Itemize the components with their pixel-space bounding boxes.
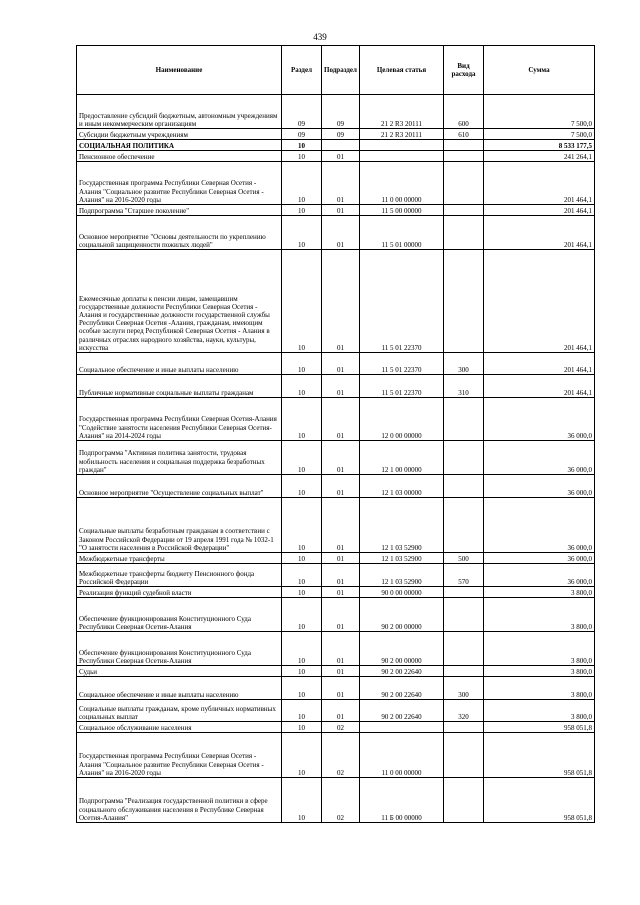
cell-name: Судьи [77,666,282,677]
cell-name: Государственная программа Республики Северная Осетия - Алания "Социальное развитие Республики Северная Осетия - Алания" на 2016-2020 годы [77,162,282,205]
cell-name: Подпрограмма "Реализация государственной политики в сфере социального обслуживания населения в Республике Северная Осетия-Алания" [77,778,282,823]
cell-amount: 3 800,0 [484,587,595,598]
cell-name: Обеспечение функционирования Конституционного Суда Республики Северная Осетия-Алания [77,632,282,666]
cell-section: 09 [282,129,322,140]
table-body [77,95,595,823]
cell-section: 10 [282,677,322,700]
cell-name: Подпрограмма "Старшее поколение" [77,205,282,216]
cell-section: 10 [282,564,322,587]
cell-type [444,151,484,162]
cell-target: 11 5 01 22370 [360,353,444,375]
cell-name: Государственная программа Республики Северная Осетия - Алания "Социальное развитие Республики Северная Осетия - Алания" на 2016-2020 годы [77,733,282,778]
cell-target: 11 5 01 22370 [360,375,444,398]
cell-name: СОЦИАЛЬНАЯ ПОЛИТИКА [77,140,282,151]
cell-type: 300 [444,677,484,700]
cell-target: 12 1 03 52900 [360,564,444,587]
table-row [77,733,595,778]
table-row [77,95,595,129]
table-row [77,441,595,475]
cell-target: 21 2 R3 20111 [360,95,444,129]
cell-type [444,475,484,498]
cell-name: Государственная программа Республики Северная Осетия-Алания "Содействие занятости населения Республики Северная Осетия-Алания" на 2014-2024 годы [77,398,282,441]
table-row [77,398,595,441]
cell-subsection: 02 [322,722,360,733]
cell-target: 12 1 03 00000 [360,475,444,498]
cell-subsection: 01 [322,441,360,475]
cell-subsection: 01 [322,205,360,216]
page-number: 439 [313,32,327,42]
cell-section: 10 [282,250,322,353]
table-row [77,475,595,498]
table-row [77,677,595,700]
cell-name: Пенсионное обеспечение [77,151,282,162]
cell-target: 11 5 01 22370 [360,250,444,353]
cell-section: 10 [282,151,322,162]
cell-type [444,162,484,205]
table-row [77,129,595,140]
cell-subsection: 09 [322,129,360,140]
table-row [77,250,595,353]
cell-subsection: 01 [322,162,360,205]
cell-section: 10 [282,441,322,475]
cell-amount: 3 800,0 [484,598,595,632]
cell-name: Социальные выплаты безработным гражданам в соответствии с Законом Российской Федерации от 19 апреля 1991 года № 1032-1 "О занятости населения в Российской Федерации" [77,498,282,553]
table-row [77,587,595,598]
cell-name: Основное мероприятие "Осуществление социальных выплат" [77,475,282,498]
cell-type: 300 [444,353,484,375]
cell-section: 10 [282,553,322,564]
table-row [77,375,595,398]
header-subsection: Подраздел [322,46,360,95]
table-row [77,632,595,666]
header-section: Раздел [282,46,322,95]
cell-subsection: 01 [322,632,360,666]
cell-type [444,733,484,778]
cell-section: 10 [282,162,322,205]
cell-type [444,722,484,733]
table-row [77,564,595,587]
cell-type [444,250,484,353]
cell-type [444,666,484,677]
cell-section: 10 [282,666,322,677]
cell-name: Реализация функций судебной власти [77,587,282,598]
cell-target [360,151,444,162]
table-row [77,151,595,162]
table-row [77,205,595,216]
cell-subsection: 01 [322,151,360,162]
cell-target: 12 0 00 00000 [360,398,444,441]
header-name: Наименование [77,46,282,95]
cell-amount: 201 464,1 [484,205,595,216]
cell-section: 10 [282,398,322,441]
cell-name: Предоставление субсидий бюджетным, автономным учреждениям и иным некоммерческим организациям [77,95,282,129]
cell-subsection: 01 [322,216,360,250]
cell-section: 10 [282,598,322,632]
cell-section: 10 [282,475,322,498]
cell-amount: 201 464,1 [484,250,595,353]
cell-subsection: 01 [322,564,360,587]
cell-amount: 201 464,1 [484,162,595,205]
cell-amount: 241 264,1 [484,151,595,162]
cell-target: 21 2 R3 20111 [360,129,444,140]
cell-amount: 3 800,0 [484,700,595,722]
cell-amount: 7 500,0 [484,95,595,129]
cell-type [444,140,484,151]
cell-amount: 36 000,0 [484,564,595,587]
cell-type [444,441,484,475]
cell-subsection: 01 [322,666,360,677]
table-row [77,778,595,823]
cell-section: 09 [282,95,322,129]
cell-type [444,205,484,216]
cell-target: 90 2 00 22640 [360,677,444,700]
cell-name: Обеспечение функционирования Конституционного Суда Республики Северная Осетия-Алания [77,598,282,632]
cell-amount: 3 800,0 [484,677,595,700]
cell-target: 90 2 00 22640 [360,666,444,677]
cell-section: 10 [282,216,322,250]
cell-type: 600 [444,95,484,129]
cell-section: 10 [282,205,322,216]
cell-type: 310 [444,375,484,398]
cell-section: 10 [282,722,322,733]
cell-section: 10 [282,140,322,151]
cell-type [444,398,484,441]
cell-type: 570 [444,564,484,587]
cell-section: 10 [282,353,322,375]
cell-target: 90 2 00 22640 [360,700,444,722]
cell-section: 10 [282,733,322,778]
cell-target: 11 0 00 00000 [360,162,444,205]
cell-amount: 958 051,8 [484,722,595,733]
cell-name: Социальное обслуживание населения [77,722,282,733]
cell-name: Субсидии бюджетным учреждениям [77,129,282,140]
cell-subsection: 01 [322,598,360,632]
table-header-row [77,46,595,95]
table-row [77,666,595,677]
cell-name: Социальное обеспечение и иные выплаты населению [77,677,282,700]
header-target: Целевая статья [360,46,444,95]
cell-section: 10 [282,700,322,722]
cell-target: 90 2 00 00000 [360,598,444,632]
cell-type: 500 [444,553,484,564]
cell-target: 90 2 00 00000 [360,632,444,666]
cell-type [444,632,484,666]
cell-amount: 8 533 177,5 [484,140,595,151]
cell-type [444,598,484,632]
cell-amount: 36 000,0 [484,475,595,498]
cell-name: Публичные нормативные социальные выплаты гражданам [77,375,282,398]
cell-name: Межбюджетные трансферты [77,553,282,564]
cell-subsection: 01 [322,250,360,353]
cell-name: Социальное обеспечение и иные выплаты населению [77,353,282,375]
cell-section: 10 [282,778,322,823]
cell-type [444,498,484,553]
cell-subsection: 01 [322,553,360,564]
table-row [77,353,595,375]
header-type: Вид расхода [444,46,484,95]
cell-subsection: 01 [322,587,360,598]
table-row [77,140,595,151]
table-row [77,598,595,632]
cell-subsection: 01 [322,375,360,398]
cell-target: 11 0 00 00000 [360,733,444,778]
table-row [77,498,595,553]
cell-subsection: 02 [322,778,360,823]
cell-section: 10 [282,632,322,666]
budget-table [76,45,595,823]
cell-subsection: 01 [322,475,360,498]
cell-section: 10 [282,498,322,553]
table-row [77,162,595,205]
cell-amount: 3 800,0 [484,632,595,666]
table-row [77,553,595,564]
cell-subsection: 01 [322,498,360,553]
cell-type: 320 [444,700,484,722]
cell-type [444,216,484,250]
cell-target: 11 5 00 00000 [360,205,444,216]
cell-target: 12 1 03 52900 [360,553,444,564]
cell-type [444,587,484,598]
cell-amount: 958 051,8 [484,733,595,778]
cell-target [360,722,444,733]
table-row [77,722,595,733]
table-row [77,216,595,250]
cell-type [444,778,484,823]
cell-target: 12 1 00 00000 [360,441,444,475]
cell-name: Межбюджетные трансферты бюджету Пенсионного фонда Российской Федерации [77,564,282,587]
table-row [77,700,595,722]
cell-name: Основное мероприятие "Основы деятельности по укреплению социальной защищенности пожилых людей" [77,216,282,250]
cell-amount: 3 800,0 [484,666,595,677]
cell-target: 11 5 01 00000 [360,216,444,250]
cell-amount: 958 051,8 [484,778,595,823]
cell-subsection: 01 [322,353,360,375]
cell-amount: 36 000,0 [484,398,595,441]
cell-section: 10 [282,587,322,598]
cell-amount: 36 000,0 [484,553,595,564]
cell-type: 610 [444,129,484,140]
cell-section: 10 [282,375,322,398]
cell-subsection: 09 [322,95,360,129]
cell-target: 12 1 03 52900 [360,498,444,553]
cell-name: Ежемесячные доплаты к пенсии лицам, замещавшим государственные должности Республики Северная Осетия - Алания и государственные должности государственной службы Республики Северная Осетия -Алания, гражданам, имеющим особые заслуги перед Республикой Северная Осетия - Алания в различных отраслях народного хозяйства, науки, культуры, искусства [77,250,282,353]
cell-target: 11 Б 00 00000 [360,778,444,823]
cell-amount: 201 464,1 [484,353,595,375]
cell-subsection: 01 [322,700,360,722]
cell-subsection [322,140,360,151]
cell-amount: 201 464,1 [484,216,595,250]
cell-name: Подпрограмма "Активная политика занятости, трудовая мобильность населения и социальная поддержка безработных граждан" [77,441,282,475]
cell-target [360,140,444,151]
cell-name: Социальные выплаты гражданам, кроме публичных нормативных социальных выплат [77,700,282,722]
cell-subsection: 01 [322,677,360,700]
cell-subsection: 02 [322,733,360,778]
header-amount: Сумма [484,46,595,95]
cell-amount: 36 000,0 [484,498,595,553]
cell-subsection: 01 [322,398,360,441]
cell-amount: 7 500,0 [484,129,595,140]
cell-amount: 201 464,1 [484,375,595,398]
cell-amount: 36 000,0 [484,441,595,475]
cell-target: 90 0 00 00000 [360,587,444,598]
